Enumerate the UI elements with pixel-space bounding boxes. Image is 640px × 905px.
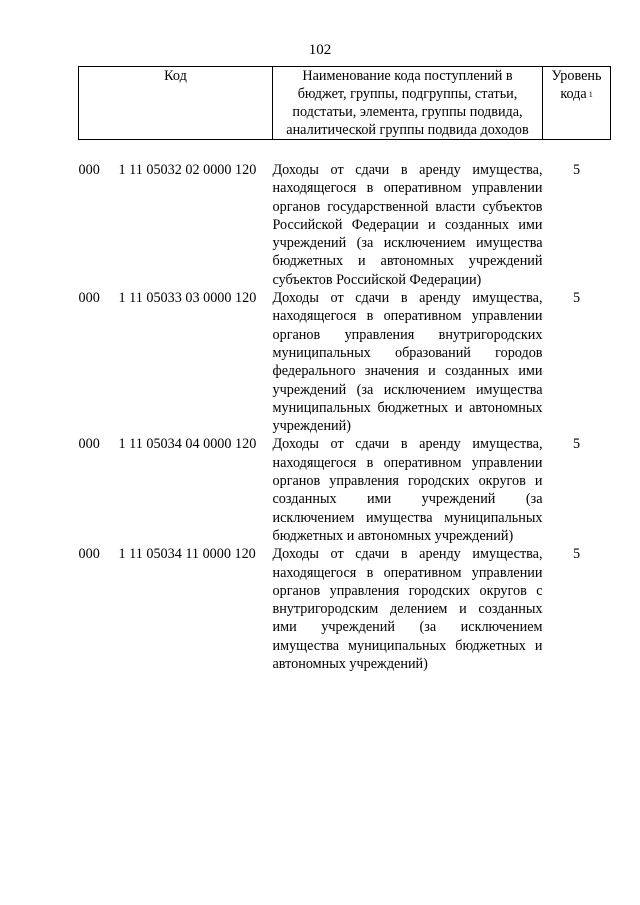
- table-row: [79, 435, 611, 545]
- admin-code: 000: [78, 162, 100, 178]
- code-cell: [79, 161, 273, 289]
- income-code: 1 11 05034 04 0000 120: [118, 436, 257, 453]
- table-row: [79, 289, 611, 435]
- header-level: [543, 67, 611, 140]
- header-name: Наименование кода поступлений в бюджет, группы, подгруппы, статьи, подстатьи, элемента, группы подвида, аналитической группы подвида доходов: [273, 67, 543, 140]
- income-code: 1 11 05032 02 0000 120: [118, 162, 257, 178]
- income-code: 1 11 05034 11 0000 120: [118, 546, 256, 563]
- page-number: 102: [308, 42, 332, 58]
- code-level: 5: [572, 436, 581, 453]
- income-codes-table: [78, 66, 611, 673]
- income-name: Доходы от сдачи в аренду имущества, находящегося в оперативном управлении органов управления городских округов с внутригородским делением и созданных ими учреждений (за исключением имущества муниципальных бюджетных и автономных учреждений): [272, 546, 543, 673]
- footnote-marker: 1: [588, 90, 593, 99]
- code-level: 5: [572, 162, 581, 178]
- table-row: [79, 545, 611, 673]
- admin-code: 000: [78, 436, 100, 453]
- admin-code: 000: [78, 290, 100, 307]
- income-name: Доходы от сдачи в аренду имущества, находящегося в оперативном управлении органов управления внутригородских муниципальных образований городов федерального значения и созданных ими учреждений (за исключением имущества муниципальных бюджетных и автономных учреждений): [272, 290, 543, 435]
- income-code: 1 11 05033 03 0000 120: [118, 290, 257, 307]
- table-header: [79, 67, 611, 140]
- income-name: Доходы от сдачи в аренду имущества, находящегося в оперативном управлении органов государственной власти субъектов Российской Федерации и созданных ими учреждений (за исключением имущества бюджетных и автономных учреждений субъектов Российской Федерации): [272, 162, 543, 288]
- admin-code: 000: [78, 546, 100, 563]
- header-level-label: Уровень кода: [551, 68, 602, 102]
- table-body: [79, 140, 611, 674]
- code-cell: [79, 435, 273, 545]
- code-cell: [79, 289, 273, 435]
- income-name: Доходы от сдачи в аренду имущества, находящегося в оперативном управлении органов управления городских округов и созданных ими учреждений (за исключением имущества муниципальных бюджетных и автономных учреждений): [272, 436, 543, 544]
- code-level: 5: [572, 546, 581, 563]
- code-cell: [79, 545, 273, 673]
- table-row: [79, 161, 611, 289]
- code-level: 5: [572, 290, 581, 307]
- header-code: Код: [79, 67, 273, 140]
